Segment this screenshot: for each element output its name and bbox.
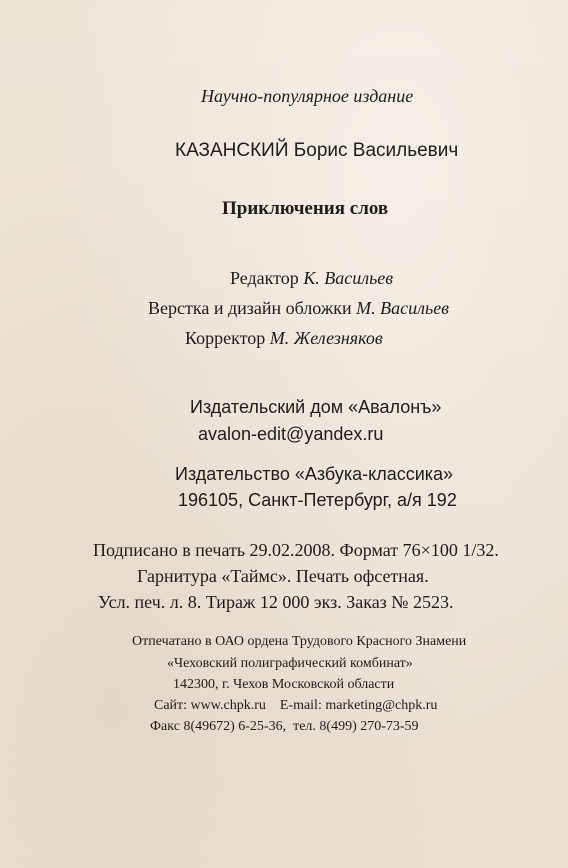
credit-role: Корректор (185, 328, 266, 348)
credit-editor (230, 268, 393, 289)
credit-name: К. Васильев (303, 268, 394, 288)
printer-line: Сайт: www.chpk.ru E-mail: marketing@chpk.ru (154, 698, 438, 713)
print-signed-format: Подписано в печать 29.02.2008. Формат 76×100 1/32. (93, 540, 499, 560)
publisher2-address: 196105, Санкт-Петербург, а/я 192 (178, 490, 457, 510)
credit-role: Редактор (230, 268, 299, 288)
printer-line: Отпечатано в ОАО ордена Трудового Красного Знамени (132, 634, 467, 649)
print-typeface: Гарнитура «Таймс». Печать офсетная. (137, 566, 429, 586)
credit-layout-designer (148, 298, 449, 319)
printer-line: «Чеховский полиграфический комбинат» (167, 656, 413, 671)
printer-line: Факс 8(49672) 6-25-36, тел. 8(499) 270-73-59 (150, 719, 419, 734)
publisher2-name: Издательство «Азбука-классика» (175, 464, 454, 484)
edition-type: Научно-популярное издание (201, 86, 414, 106)
publisher-name: Издательский дом «Авалонъ» (190, 397, 442, 417)
publisher-email: avalon-edit@yandex.ru (198, 424, 384, 444)
author-name: КАЗАНСКИЙ Борис Васильевич (175, 140, 459, 161)
credit-name: М. Васильев (356, 298, 449, 318)
credit-role: Верстка и дизайн обложки (148, 298, 352, 318)
print-run: Усл. печ. л. 8. Тираж 12 000 экз. Заказ № 2523. (98, 592, 454, 612)
book-title: Приключения слов (222, 198, 389, 219)
credit-proofreader (185, 328, 383, 349)
credit-name: М. Железняков (269, 328, 383, 348)
printer-line: 142300, г. Чехов Московской области (173, 677, 395, 692)
